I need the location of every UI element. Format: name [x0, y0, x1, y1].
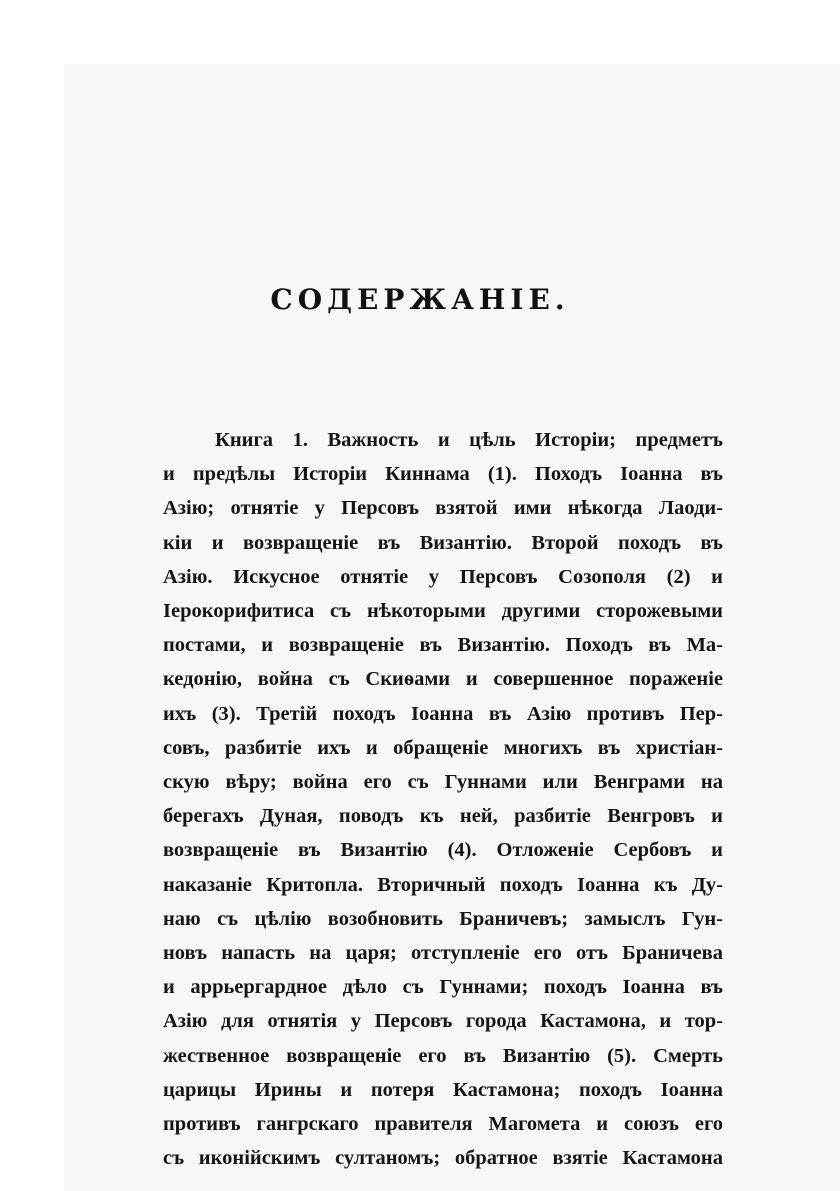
text-line: наю съ цѣлію возобновить Браничевъ; замыслъ Гун- — [163, 907, 723, 930]
text-line: возвращеніе въ Византію (4). Отложеніе Сербовъ и — [163, 839, 723, 862]
text-line: Азію. Искусное отнятіе у Персовъ Созополя (2) и — [163, 565, 723, 588]
text-line: кіи и возвращеніе въ Византію. Второй походъ въ — [163, 531, 723, 554]
text-line: и аррьергардное дѣло съ Гуннами; походъ Іоанна въ — [163, 976, 723, 999]
text-line: Книга 1. Важность и цѣль Исторіи; предметъ — [215, 429, 723, 451]
text-line: Азію; отнятіе у Персовъ взятой ими нѣкогда Лаоди- — [163, 497, 723, 520]
text-line: наказаніе Критопла. Вторичный походъ Іоанна къ Ду- — [163, 873, 723, 896]
text-line: совъ, разбитіе ихъ и обращеніе многихъ въ христіан- — [163, 736, 723, 759]
text-line: берегахъ Дуная, поводъ къ ней, разбитіе Венгровъ и — [163, 805, 723, 828]
text-line: ихъ (3). Третій походъ Іоанна въ Азію противъ Пер- — [163, 702, 723, 725]
text-line: Іерокорифитиса съ нѣкоторыми другими сторожевыми — [163, 600, 723, 623]
page-title: СОДЕРЖАНІЕ. — [270, 283, 570, 316]
text-line: постами, и возвращеніе въ Византію. Походъ въ Ма- — [163, 634, 723, 657]
text-line: царицы Ирины и потеря Кастамона; походъ Іоанна — [163, 1078, 723, 1101]
text-line: противъ гангрскаго правителя Магомета и союзъ его — [163, 1113, 723, 1136]
text-line: и предѣлы Исторіи Киннама (1). Походъ Іоанна въ — [163, 463, 723, 486]
text-line: новъ напасть на царя; отступленіе его отъ Браничева — [163, 942, 723, 965]
text-line: Азію для отнятія у Персовъ города Кастамона, и тор- — [163, 1010, 723, 1033]
text-line: кедонію, война съ Скиѳами и совершенное пораженіе — [163, 668, 723, 691]
contents-paragraph — [163, 423, 723, 1175]
text-line: съ иконійскимъ султаномъ; обратное взятіе Кастамона — [163, 1147, 723, 1170]
text-line: скую вѣру; война его съ Гуннами или Венграми на — [163, 771, 723, 794]
text-line: жественное возвращеніе его въ Византію (5). Смерть — [163, 1044, 723, 1067]
